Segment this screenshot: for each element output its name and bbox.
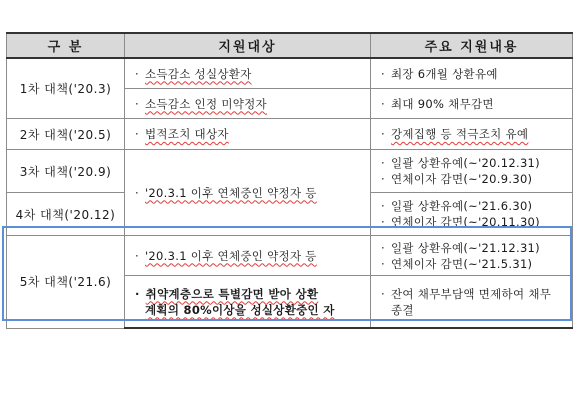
target-text: 소득감소 인정 미약정자 — [144, 96, 267, 111]
category-round-2: 2차 대책('20.5) — [7, 119, 125, 150]
target-text: '20.3.1 이후 연체중인 약정자 등 — [144, 185, 317, 200]
support-text: 연체이자 감면(~'20.11.30) — [390, 215, 540, 229]
support-cell: · 일괄 상환유예(~'21.6.30) · 연체이자 감면(~'20.11.30) — [371, 193, 573, 236]
target-text: 법적조치 대상자 — [144, 127, 229, 141]
support-text: 종결 — [391, 302, 414, 317]
target-cell-shared: · '20.3.1 이후 연체중인 약정자 등 — [125, 150, 371, 236]
category-round-3: 3차 대책('20.9) — [7, 150, 125, 193]
support-text: 강제집행 등 적극조치 유예 — [390, 127, 529, 141]
support-measures-table — [6, 32, 573, 329]
table-row — [7, 150, 573, 193]
support-text: 최장 6개월 상환유예 — [390, 66, 498, 81]
target-text: 취약계층으로 특별감면 받아 상환 — [145, 286, 319, 301]
support-measures-table-wrapper — [6, 32, 572, 329]
header-target: 지원대상 — [125, 33, 371, 58]
target-cell: · 소득감소 인정 미약정자 — [125, 89, 371, 119]
support-text: 연체이자 감면(~'21.5.31) — [390, 256, 533, 271]
target-text: 소득감소 성실상환자 — [144, 66, 252, 81]
support-text: 잔여 채무부담액 면제하여 채무 — [390, 286, 552, 301]
target-cell: · 취약계층으로 특별감면 받아 상환 계획의 80%이상을 성실상환중인 자 — [125, 276, 371, 329]
category-round-1: 1차 대책('20.3) — [7, 58, 125, 119]
target-cell: · '20.3.1 이후 연체중인 약정자 등 — [125, 236, 371, 276]
table-row — [7, 236, 573, 276]
target-cell: · 법적조치 대상자 — [125, 119, 371, 150]
support-cell: · 일괄 상환유예(~'20.12.31) · 연체이자 감면(~'20.9.30) — [371, 150, 573, 193]
support-cell: · 일괄 상환유예(~'21.12.31) · 연체이자 감면(~'21.5.31) — [371, 236, 573, 276]
support-text: 일괄 상환유예(~'20.12.31) — [390, 156, 540, 170]
table-row — [7, 119, 573, 150]
target-text: 계획의 80%이상을 성실상환중인 자 — [145, 302, 335, 317]
target-text: '20.3.1 이후 연체중인 약정자 등 — [144, 248, 317, 263]
header-support: 주요 지원내용 — [371, 33, 573, 58]
header-category: 구 분 — [7, 33, 125, 58]
support-cell: · 잔여 채무부담액 면제하여 채무 종결 — [371, 276, 573, 329]
support-text: 일괄 상환유예(~'21.6.30) — [390, 199, 533, 213]
support-text: 최대 90% 채무감면 — [390, 96, 494, 111]
table-header-row — [7, 33, 573, 58]
support-text: 일괄 상환유예(~'21.12.31) — [390, 240, 540, 255]
support-cell: · 최대 90% 채무감면 — [371, 89, 573, 119]
table-row — [7, 58, 573, 89]
category-round-5: 5차 대책('21.6) — [7, 236, 125, 329]
target-cell: · 소득감소 성실상환자 — [125, 58, 371, 89]
support-cell: · 강제집행 등 적극조치 유예 — [371, 119, 573, 150]
support-cell: · 최장 6개월 상환유예 — [371, 58, 573, 89]
support-text: 연체이자 감면(~'20.9.30) — [390, 172, 533, 186]
category-round-4: 4차 대책('20.12) — [7, 193, 125, 236]
